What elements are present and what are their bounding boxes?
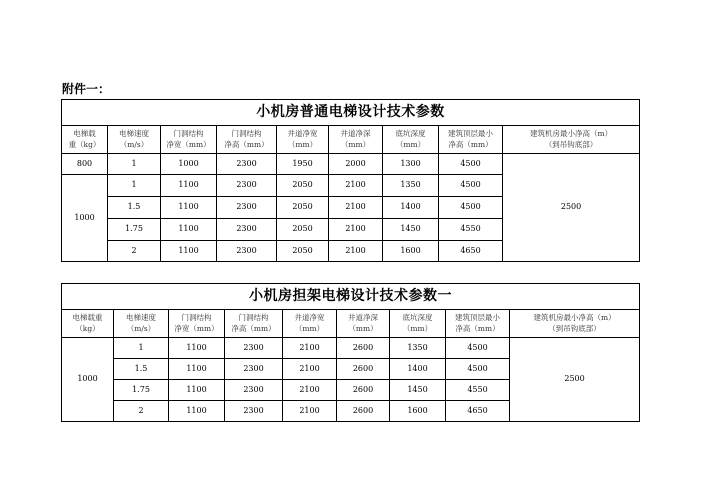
- table-title: 小机房担架电梯设计技术参数一: [62, 284, 640, 310]
- cell-pit-depth: 1350: [383, 175, 439, 197]
- cell-pit-depth: 1450: [383, 219, 439, 241]
- cell-shaft-width: 2050: [277, 175, 329, 197]
- attachment-label: 附件一：: [62, 82, 111, 96]
- cell-speed: 2: [114, 401, 169, 422]
- header-top-floor-height: 建筑顶层最小 净高（mm）: [439, 126, 503, 154]
- cell-shaft-depth: 2600: [337, 338, 390, 359]
- cell-load: 800: [62, 154, 108, 175]
- cell-shaft-depth: 2100: [329, 219, 383, 241]
- cell-speed: 1: [114, 338, 169, 359]
- header-speed: 电梯速度 （m/s）: [114, 310, 169, 338]
- standard-elevator-spec-table: [61, 99, 640, 262]
- cell-shaft-width: 2100: [283, 338, 337, 359]
- cell-shaft-depth: 2600: [337, 380, 390, 401]
- cell-door-width: 1100: [169, 338, 225, 359]
- header-shaft-width: 井道净宽 （mm）: [283, 310, 337, 338]
- table-row: [62, 338, 640, 359]
- cell-pit-depth: 1600: [383, 241, 439, 262]
- cell-top-height: 4500: [446, 359, 510, 380]
- cell-top-height: 4500: [439, 197, 503, 219]
- cell-pit-depth: 1300: [383, 154, 439, 175]
- cell-door-height: 2300: [217, 219, 277, 241]
- cell-shaft-width: 2050: [277, 197, 329, 219]
- cell-shaft-depth: 2100: [329, 197, 383, 219]
- cell-top-height: 4550: [439, 219, 503, 241]
- cell-speed: 1: [108, 175, 161, 197]
- cell-shaft-width: 1950: [277, 154, 329, 175]
- stretcher-elevator-spec-table: [61, 283, 640, 422]
- cell-door-height: 2300: [225, 380, 283, 401]
- cell-shaft-depth: 2100: [329, 241, 383, 262]
- cell-door-width: 1100: [169, 401, 225, 422]
- header-load: 电梯载 重（kg）: [62, 126, 108, 154]
- header-door-width: 门洞结构 净宽（mm）: [161, 126, 217, 154]
- cell-door-height: 2300: [225, 401, 283, 422]
- cell-pit-depth: 1400: [383, 197, 439, 219]
- header-speed: 电梯速度 （m/s）: [108, 126, 161, 154]
- cell-pit-depth: 1450: [390, 380, 446, 401]
- cell-shaft-depth: 2600: [337, 359, 390, 380]
- table-row: [62, 154, 640, 175]
- cell-door-width: 1100: [161, 241, 217, 262]
- cell-speed: 1.75: [114, 380, 169, 401]
- cell-machine-room-height: 2500: [510, 338, 640, 422]
- cell-shaft-width: 2100: [283, 359, 337, 380]
- header-pit-depth: 底坑深度 （mm）: [390, 310, 446, 338]
- header-door-width: 门洞结构 净宽（mm）: [169, 310, 225, 338]
- cell-speed: 1: [108, 154, 161, 175]
- cell-door-height: 2300: [217, 154, 277, 175]
- cell-door-width: 1100: [161, 219, 217, 241]
- cell-speed: 1.5: [114, 359, 169, 380]
- cell-door-width: 1100: [161, 197, 217, 219]
- cell-speed: 1.5: [108, 197, 161, 219]
- header-door-height: 门洞结构 净高（mm）: [225, 310, 283, 338]
- cell-door-width: 1000: [161, 154, 217, 175]
- cell-door-height: 2300: [225, 338, 283, 359]
- header-door-height: 门洞结构 净高（mm）: [217, 126, 277, 154]
- cell-shaft-depth: 2600: [337, 401, 390, 422]
- header-pit-depth: 底坑深度 （mm）: [383, 126, 439, 154]
- header-load: 电梯载重 （kg）: [62, 310, 114, 338]
- cell-door-height: 2300: [225, 359, 283, 380]
- cell-door-height: 2300: [217, 241, 277, 262]
- cell-door-width: 1100: [169, 359, 225, 380]
- cell-load: 1000: [62, 175, 108, 262]
- cell-shaft-width: 2100: [283, 380, 337, 401]
- cell-load: 1000: [62, 338, 114, 422]
- cell-door-height: 2300: [217, 197, 277, 219]
- cell-shaft-depth: 2000: [329, 154, 383, 175]
- cell-shaft-depth: 2100: [329, 175, 383, 197]
- header-shaft-width: 井道净宽 （mm）: [277, 126, 329, 154]
- cell-door-width: 1100: [169, 380, 225, 401]
- header-shaft-depth: 井道净深 （mm）: [337, 310, 390, 338]
- cell-speed: 1.75: [108, 219, 161, 241]
- cell-shaft-width: 2100: [283, 401, 337, 422]
- cell-top-height: 4650: [446, 401, 510, 422]
- cell-top-height: 4500: [439, 175, 503, 197]
- cell-shaft-width: 2050: [277, 241, 329, 262]
- header-machine-room-height: 建筑机房最小净高（m） （到吊钩底部）: [503, 126, 640, 154]
- cell-speed: 2: [108, 241, 161, 262]
- header-machine-room-height: 建筑机房最小净高（m） （到吊钩底部）: [510, 310, 640, 338]
- cell-shaft-width: 2050: [277, 219, 329, 241]
- cell-door-width: 1100: [161, 175, 217, 197]
- cell-top-height: 4500: [446, 338, 510, 359]
- cell-pit-depth: 1600: [390, 401, 446, 422]
- cell-top-height: 4650: [439, 241, 503, 262]
- header-top-floor-height: 建筑顶层最小 净高（mm）: [446, 310, 510, 338]
- cell-machine-room-height: 2500: [503, 154, 640, 262]
- cell-pit-depth: 1400: [390, 359, 446, 380]
- table-title: 小机房普通电梯设计技术参数: [62, 100, 640, 126]
- cell-door-height: 2300: [217, 175, 277, 197]
- header-shaft-depth: 井道净深 （mm）: [329, 126, 383, 154]
- cell-top-height: 4500: [439, 154, 503, 175]
- cell-pit-depth: 1350: [390, 338, 446, 359]
- cell-top-height: 4550: [446, 380, 510, 401]
